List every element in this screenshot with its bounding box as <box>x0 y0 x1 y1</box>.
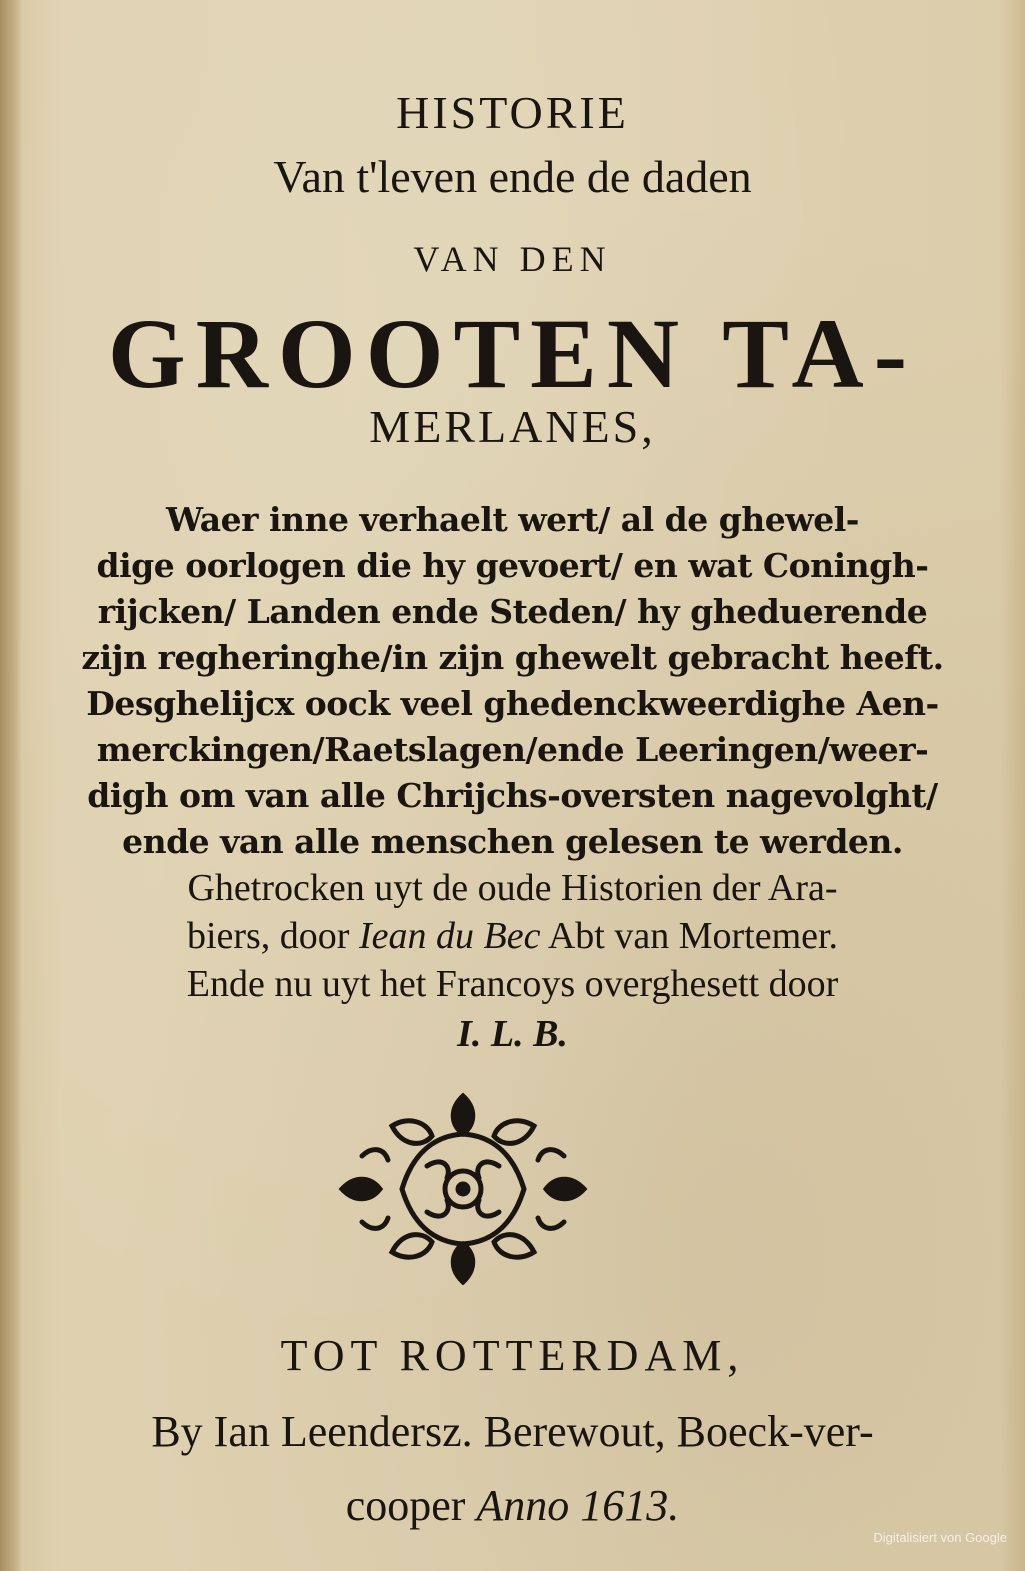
imprint-city: TOT ROTTERDAM, <box>280 1331 745 1380</box>
digitization-watermark: Digitalisiert von Google <box>873 1530 1007 1545</box>
printers-ornament-icon <box>332 1086 594 1292</box>
title-van-den: VAN DEN <box>413 239 612 279</box>
source-line-2-prefix: biers, door <box>186 915 359 957</box>
translator-initials: I. L. B. <box>457 1013 568 1055</box>
source-line-2 <box>0 914 1025 958</box>
blackletter-line: dige oorlogen die hy gevoert/ en wat Coningh- <box>96 546 929 585</box>
blackletter-line: zijn regheringhe/in zijn ghewelt gebracht heeft. <box>81 638 944 677</box>
imprint-printer: By Ian Leendersz. Berewout, Boeck-ver- <box>151 1407 874 1456</box>
blackletter-line: rijcken/ Landen ende Steden/ hy gheduerende <box>97 592 928 631</box>
blackletter-line: ende van alle menschen gelesen te werden. <box>122 822 903 861</box>
title-historie: HISTORIE <box>396 87 629 138</box>
blackletter-line: merckingen/Raetslagen/ende Leeringen/weer- <box>96 730 929 769</box>
blackletter-line: Desghelijcx oock veel ghedenckweerdighe Aen- <box>86 684 939 723</box>
blackletter-line: Waer inne verhaelt wert/ al de ghewel- <box>166 500 859 539</box>
title-merlanes: MERLANES, <box>369 401 656 452</box>
imprint-cooper-prefix: cooper <box>345 1481 477 1530</box>
title-van-tleven: Van t'leven ende de daden <box>273 151 752 202</box>
blackletter-line: digh om van alle Chrijchs-oversten nagevolght/ <box>87 776 938 815</box>
title-grooten-tamerlanes: GROOTEN TA- <box>107 298 918 409</box>
source-line-1: Ghetrocken uyt de oude Historien der Ara- <box>187 867 838 909</box>
imprint-cooper-line <box>0 1480 1025 1531</box>
imprint-year: Anno 1613. <box>476 1481 680 1530</box>
author-name: Iean du Bec <box>358 915 541 957</box>
source-line-2-suffix: Abt van Mortemer. <box>540 915 839 957</box>
source-line-3: Ende nu uyt het Francoys overghesett door <box>186 963 839 1005</box>
